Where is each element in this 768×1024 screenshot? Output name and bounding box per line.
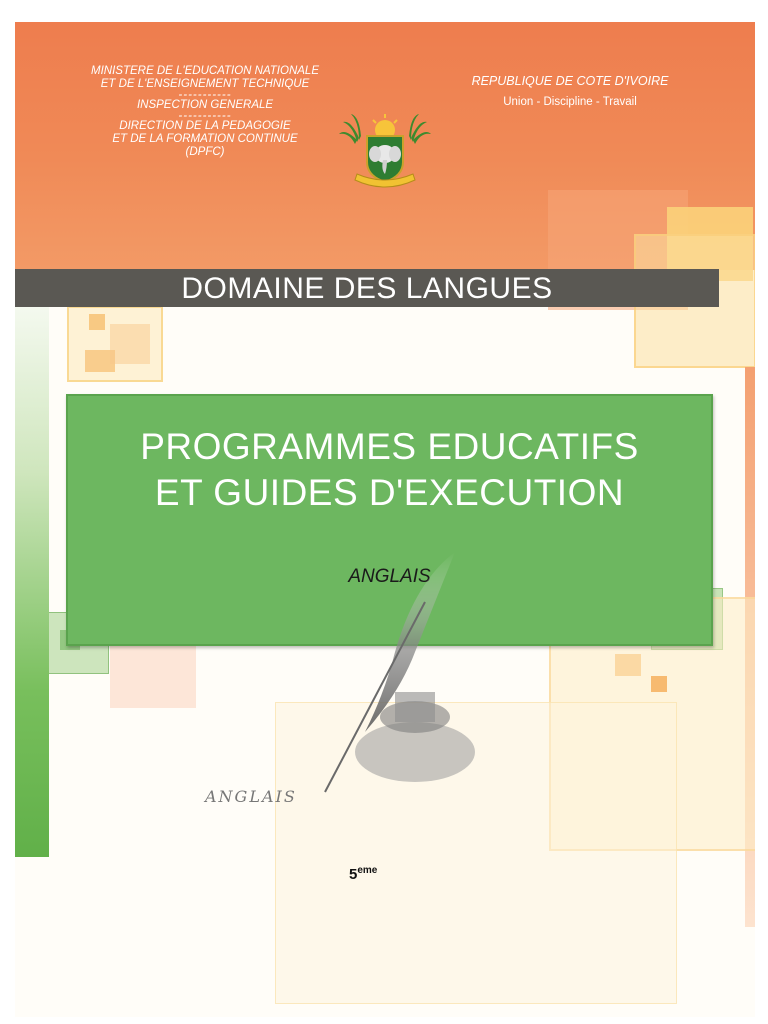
green-side-bar [15,307,49,857]
ministry-line: ET DE LA FORMATION CONTINUE [112,133,298,145]
grade-number: 5 [349,866,358,883]
ministry-block [75,65,335,159]
title-line: PROGRAMMES EDUCATIFS [140,426,639,467]
ministry-line: MINISTERE DE L'EDUCATION NATIONALE [91,65,319,77]
quill-and-inkwell-icon [305,542,505,822]
grade-suffix: eme [357,865,378,876]
republic-name: REPUBLIQUE DE COTE D'IVOIRE [471,74,669,88]
decor-square [110,644,196,708]
document-cover [15,22,755,1017]
republic-block [445,74,695,108]
grade-level [349,865,377,883]
ministry-line: DIRECTION DE LA PEDAGOGIE [119,120,291,132]
decor-square [651,676,667,692]
decor-square [110,324,150,364]
ministry-line: ET DE L'ENSEIGNEMENT TECHNIQUE [100,78,310,90]
coat-of-arms-icon [337,110,433,194]
national-motto: Union - Discipline - Travail [503,96,637,108]
domain-band [15,269,719,307]
domain-title: DOMAINE DES LANGUES [181,272,553,305]
separator: ----------- [178,89,232,101]
decor-square [89,314,105,330]
ministry-line: INSPECTION GENERALE [136,99,274,111]
signature-text: ANGLAIS [205,787,297,806]
decor-square [615,654,641,676]
subject-label: ANGLAIS [348,566,431,587]
separator: ----------- [178,110,232,122]
title-line: ET GUIDES D'EXECUTION [154,472,625,513]
ministry-line: (DPFC) [185,146,225,158]
